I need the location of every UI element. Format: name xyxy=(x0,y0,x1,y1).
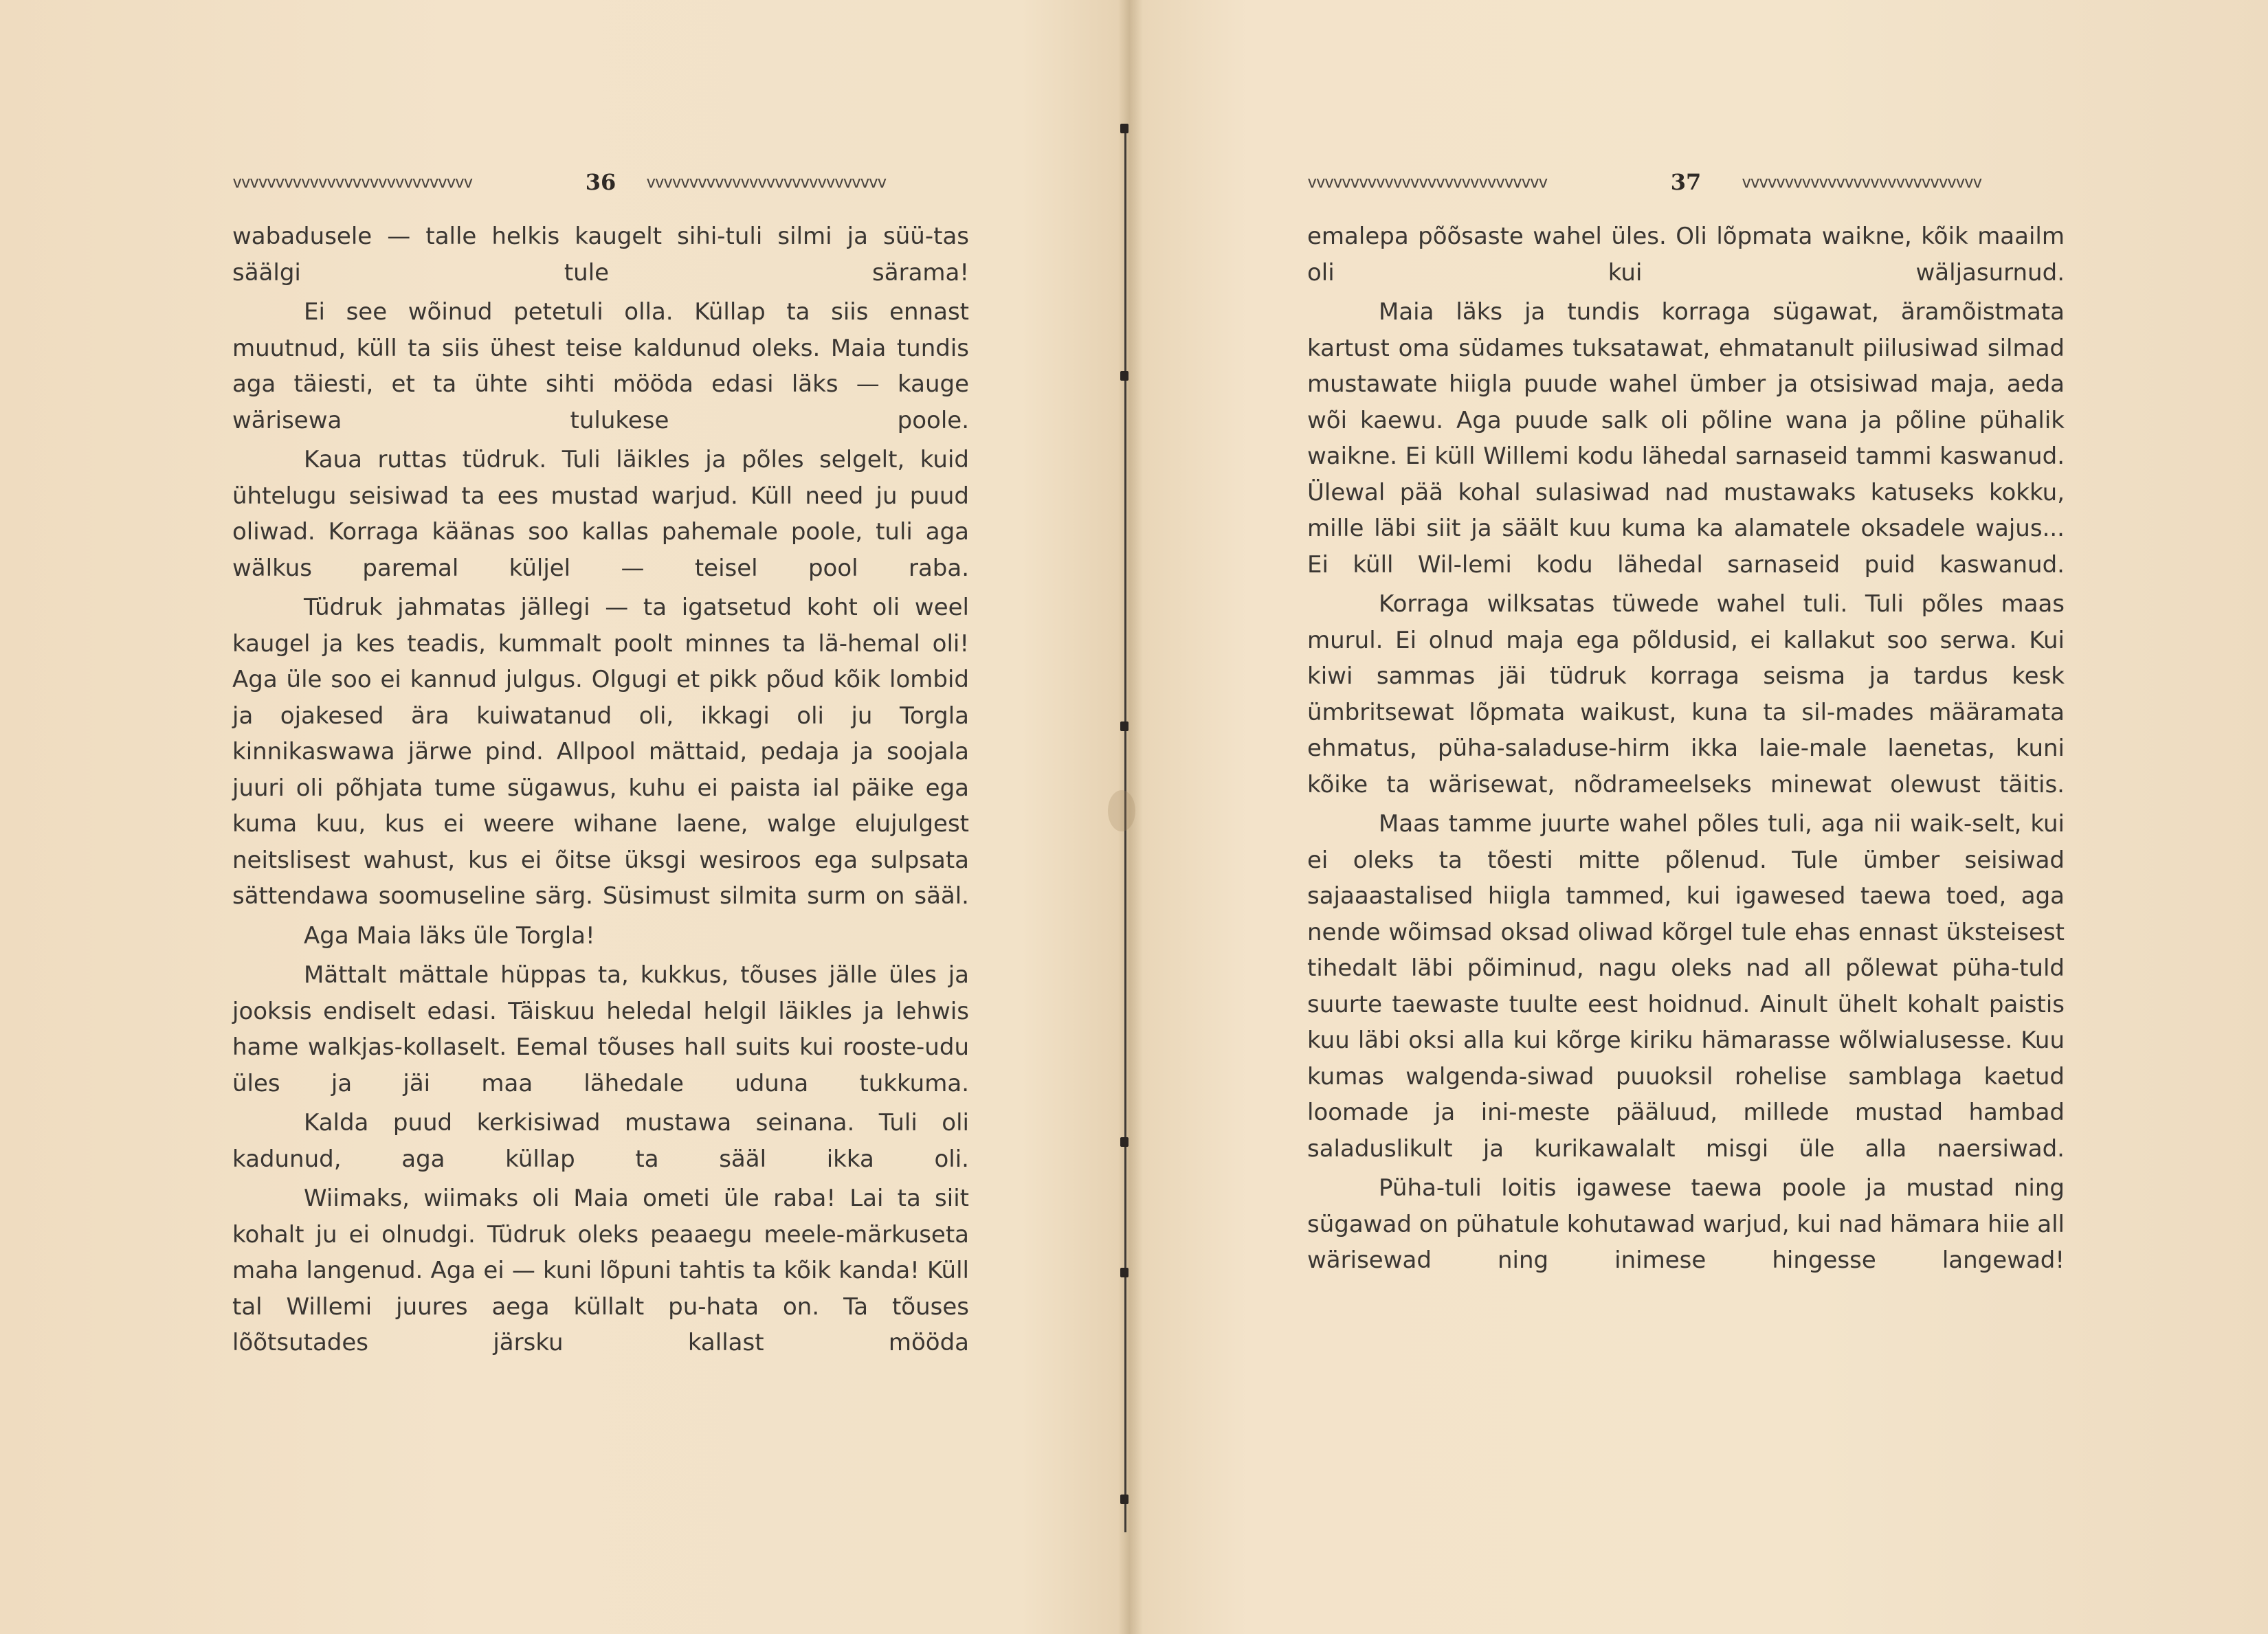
paragraph: Kaua ruttas tüdruk. Tuli läikles ja põles selgelt, kuid ühtelugu seisiwad ta ees mustad warjud. Küll need ju puud oliwad. Korraga käänas soo kallas pahemale poole, tuli aga wälkus paremal küljel — teisel pool raba. xyxy=(232,446,969,582)
page-text xyxy=(232,219,969,1365)
right-page xyxy=(1127,0,2268,1634)
page-number: 37 xyxy=(1670,169,1702,195)
paragraph: Tüdruk jahmatas jällegi — ta igatsetud koht oli weel kaugel ja kes teadis, kummalt poolt minnes ta lä-hemal oli! Aga üle soo ei kannud julgus. Olgugi et pikk põud kõik lombid ja ojakesed ära kuiwatanud oli, ikkagi oli ju Torgla kinnikaswawa järwe pind. Allpool mättaid, pedaja ja soojala juuri oli põhjata tume sügawus, kuhu ei paista ial päike ega kuma kuu, kus ei weere wihane laene, walge elujulgest neitslisest wahust, kus ei õitse üksgi wesiroos ega sulpsata sättendawa soomuseline särg. Süsimust silmita surm on sääl. xyxy=(232,594,969,910)
page-number: 36 xyxy=(585,169,616,195)
header-ornament: vvvvvvvvvvvvvvvvvvvvvvvvvvvv xyxy=(232,172,472,192)
paragraph: Püha-tuli loitis igawese taewa poole ja mustad ning sügawad on pühatule kohutawad warjud, kui nad hämara hiie all wärisewad ning inimese hingesse langewad! xyxy=(1307,1174,2065,1274)
paragraph: Ei see wõinud petetuli olla. Küllap ta siis ennast muutnud, küll ta siis ühest teise kaldunud oleks. Maia tundis aga täiesti, et ta ühte sihti mööda edasi läks — kauge wärisewa tulukese poole. xyxy=(232,298,969,434)
left-page xyxy=(0,0,1127,1634)
paragraph: Maia läks ja tundis korraga sügawat, äramõistmata kartust oma südames tuksatawat, ehmatanult piilusiwad silmad mustawate hiigla puude wahel ümber ja otsisiwad maja, aeda wõi kaewu. Aga puude salk oli põline wana ja põline pühalik waikne. Ei küll Willemi kodu lähedal sarnaseid tammi kaswanud. Ülewal pää kohal sulasiwad nad mustawaks katuseks kokku, mille läbi siit ja säält kuu kuma ka alamatele oksadele wajus... Ei küll Wil-lemi kodu lähedal sarnaseid puid kaswanud. xyxy=(1307,298,2065,579)
header-ornament: vvvvvvvvvvvvvvvvvvvvvvvvvvvv xyxy=(1307,172,1547,192)
paragraph: Mättalt mättale hüppas ta, kukkus, tõuses jälle üles ja jooksis endiselt edasi. Täiskuu heledal helgil läikles ja lehwis hame walkjas-kollaselt. Eemal tõuses hall suits kui rooste-udu üles ja jäi maa lähedale uduna tukkuma. xyxy=(232,961,969,1097)
paragraph: Korraga wilksatas tüwede wahel tuli. Tuli põles maas murul. Ei olnud maja ega põldusid, ei kallakut soo serwa. Kui kiwi sammas jäi tüdruk korraga seisma ja tardus kesk ümbritsewat lõpmata waikust, kuna ta sil-mades määramata ehmatus, püha-saladuse-hirm ikka laie-male laenetas, kuni kõike ta wärisewat, nõdrameelseks minewat olewust täitis. xyxy=(1307,590,2065,798)
running-head xyxy=(1307,165,2065,199)
paragraph: Kalda puud kerkisiwad mustawa seinana. Tuli oli kadunud, aga küllap ta sääl ikka oli. xyxy=(232,1109,969,1173)
paragraph: Aga Maia läks üle Torgla! xyxy=(304,921,595,950)
running-head xyxy=(232,165,969,199)
paragraph: wabadusele — talle helkis kaugelt sihi-tuli silmi ja süü-tas säälgi tule särama! xyxy=(232,223,969,287)
header-ornament: vvvvvvvvvvvvvvvvvvvvvvvvvvvv xyxy=(1742,172,1981,192)
page-text xyxy=(1307,219,2065,1282)
paragraph: Maas tamme juurte wahel põles tuli, aga nii waik-selt, kui ei oleks ta tõesti mitte põlenud. Tule ümber seisiwad sajaaastalised hiigla tammed, kui igawesed taewa toed, aga nende wõimsad oksad oliwad kõrgel tule ehas ennast üksteisest tihedalt läbi põiminud, nagu oleks nad all põlewat püha-tuld suurte taewaste tuulte eest hoidnud. Ainult ühelt kohalt paistis kuu läbi oksi alla kui kõrge kiriku hämarasse wõlwialusesse. Kuu kumas walgenda-siwad puuoksil rohelise samblaga kaetud loomade ja ini-meste pääluud, millede mustad hambad saladuslikult ja kurikawalalt misgi üle alla naersiwad. xyxy=(1307,810,2065,1163)
header-ornament: vvvvvvvvvvvvvvvvvvvvvvvvvvvv xyxy=(646,172,886,192)
paragraph: Wiimaks, wiimaks oli Maia ometi üle raba! Lai ta siit kohalt ju ei olnudgi. Tüdruk oleks peaaegu meele-märkuseta maha langenud. Aga ei — kuni lõpuni tahtis ta kõik kanda! Küll tal Willemi juures aega küllalt pu-hata on. Ta tõuses lõõtsutades järsku kallast mööda xyxy=(232,1185,969,1356)
paragraph: emalepa põõsaste wahel üles. Oli lõpmata waikne, kõik maailm oli kui wäljasurnud. xyxy=(1307,223,2065,287)
